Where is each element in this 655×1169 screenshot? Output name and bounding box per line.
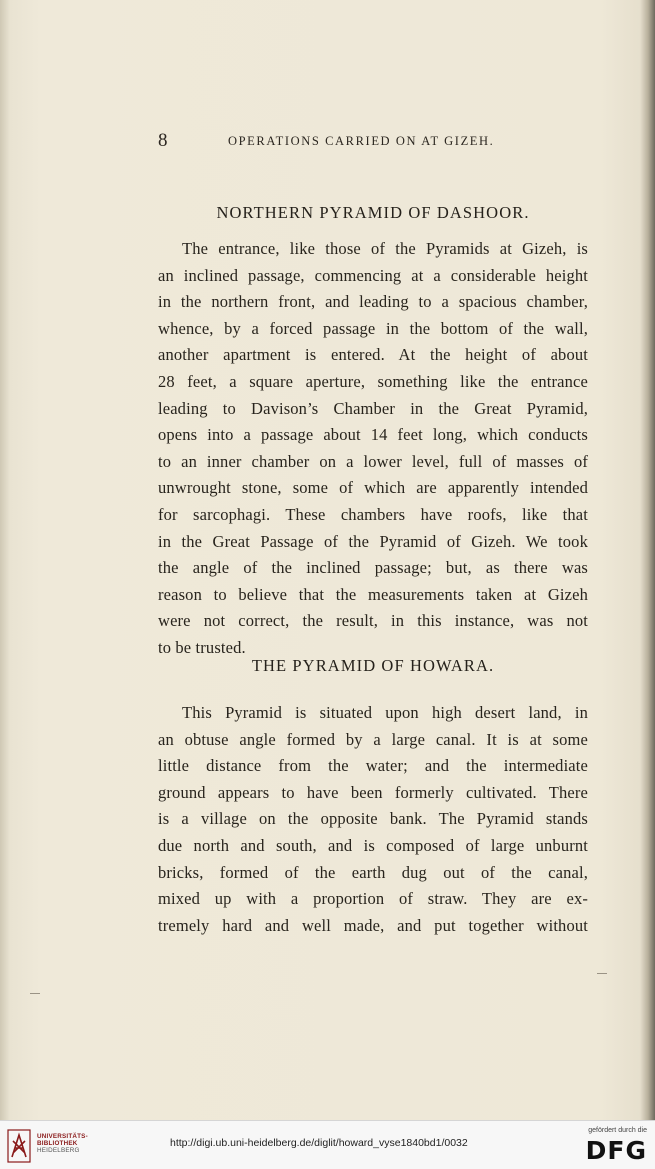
- text-line: for sarcophagi. These chambers have roofs, like that: [158, 504, 588, 524]
- section-heading-howara: THE PYRAMID OF HOWARA.: [251, 656, 495, 675]
- library-name: [37, 1133, 88, 1155]
- text-line: 28 feet, a square aperture, something like the entrance: [158, 371, 588, 391]
- text-line: little distance from the water; and the intermediate: [158, 756, 588, 776]
- text-line: bricks, formed of the earth dug out of the canal,: [158, 862, 588, 882]
- text-line: in the Great Passage of the Pyramid of Gizeh. We took: [158, 531, 588, 551]
- funder-label: gefördert durch die: [588, 1127, 647, 1134]
- running-title: OPERATIONS CARRIED ON AT GIZEH.: [228, 134, 495, 148]
- text-line: to be trusted.: [158, 637, 246, 657]
- dfg-logo: DFG: [585, 1136, 647, 1165]
- section-heading-dashoor: NORTHERN PYRAMID OF DASHOOR.: [216, 203, 530, 222]
- text-line: an inclined passage, commencing at a considerable height: [158, 265, 588, 285]
- running-head: [158, 130, 538, 154]
- paragraph-dashoor: [158, 236, 588, 662]
- text-line: reason to believe that the measurements taken at Gizeh: [158, 584, 588, 604]
- library-name-line: UNIVERSITÄTS-: [37, 1133, 88, 1140]
- margin-mark: [30, 993, 40, 994]
- university-seal-icon: [7, 1129, 31, 1163]
- margin-mark: [597, 973, 607, 974]
- text-line: to an inner chamber on a lower level, full of masses of: [158, 451, 588, 471]
- page-number: 8: [158, 130, 168, 151]
- library-name-line: HEIDELBERG: [37, 1147, 80, 1155]
- text-line: ground appears to have been formerly cultivated. There: [158, 782, 588, 802]
- book-page: [12, 0, 642, 1120]
- text-line: opens into a passage about 14 feet long, which conducts: [158, 425, 588, 445]
- text-line: This Pyramid is situated upon high desert land, in: [182, 703, 588, 722]
- text-line: The entrance, like those of the Pyramids at Gizeh, is: [182, 239, 588, 258]
- text-line: unwrought stone, some of which are apparently intended: [158, 478, 588, 498]
- viewer-footer: [0, 1120, 655, 1169]
- text-line: were not correct, the result, in this instance, was not: [158, 611, 588, 631]
- paragraph-howara: [158, 700, 588, 939]
- text-line: due north and south, and is composed of large unburnt: [158, 835, 588, 855]
- text-line: the angle of the inclined passage; but, as there was: [158, 558, 588, 578]
- text-line: whence, by a forced passage in the bottom of the wall,: [158, 318, 588, 338]
- text-line: in the northern front, and leading to a spacious chamber,: [158, 292, 588, 312]
- text-line: another apartment is entered. At the height of about: [158, 345, 588, 365]
- text-line: tremely hard and well made, and put together without: [158, 915, 588, 935]
- text-line: mixed up with a proportion of straw. They are ex-: [158, 889, 588, 909]
- text-line: leading to Davison’s Chamber in the Great Pyramid,: [158, 398, 588, 418]
- text-line: an obtuse angle formed by a large canal. It is at some: [158, 729, 588, 749]
- library-name-line: BIBLIOTHEK: [37, 1140, 78, 1148]
- text-line: is a village on the opposite bank. The Pyramid stands: [158, 809, 588, 829]
- permalink-url[interactable]: http://digi.ub.uni-heidelberg.de/diglit/howard_vyse1840bd1/0032: [170, 1137, 468, 1149]
